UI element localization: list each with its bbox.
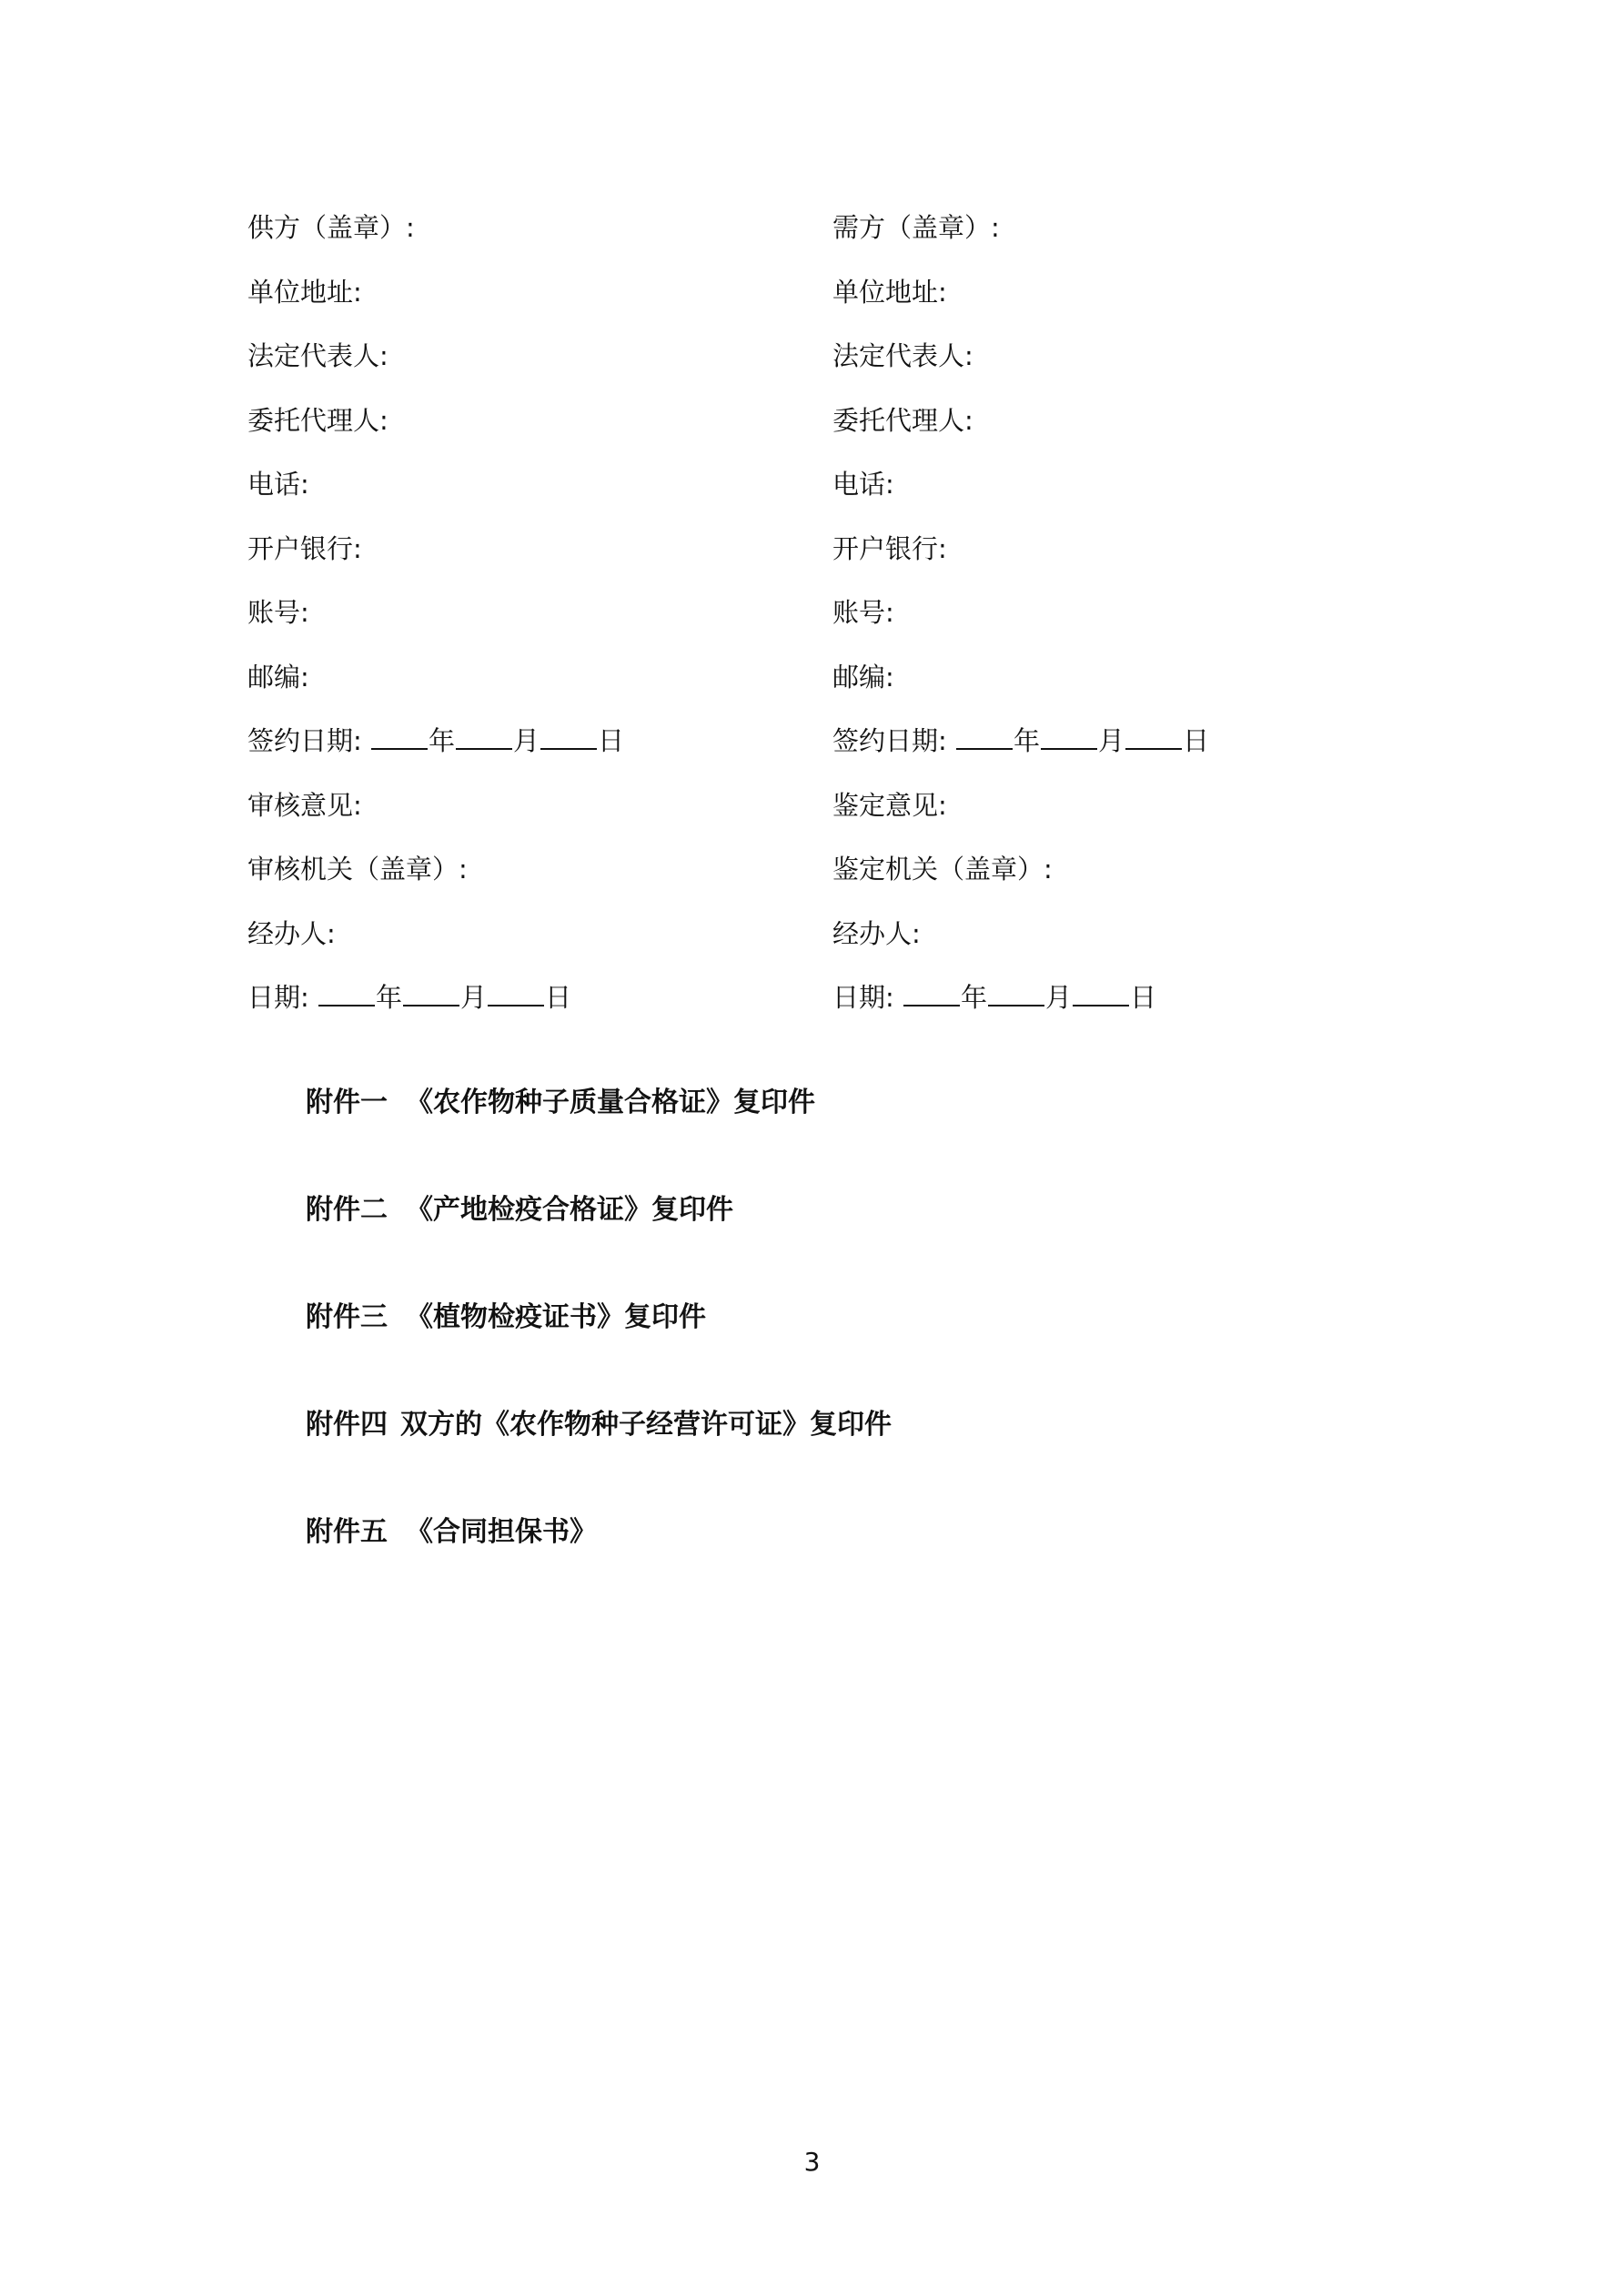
attachment-label: 附件一 (306, 1087, 388, 1118)
buyer-legal-rep-field: 法定代表人: (832, 340, 973, 371)
buyer-date-field (832, 979, 1397, 1044)
attachment-text: 《产地检疫合格证》复印件 (406, 1194, 733, 1226)
year-blank (956, 724, 1013, 750)
review-opinion-field: 审核意见: (247, 789, 362, 821)
buyer-sign-date-field (832, 723, 1397, 787)
day-unit: 日 (1183, 725, 1210, 756)
month-unit: 月 (1098, 725, 1125, 756)
year-unit: 年 (376, 982, 403, 1013)
buyer-phone-field: 电话: (832, 469, 894, 500)
month-blank (403, 981, 459, 1006)
month-unit: 月 (460, 982, 488, 1013)
supplier-phone-field: 电话: (247, 469, 309, 500)
supplier-postcode-field: 邮编: (247, 661, 309, 693)
attachments-list (306, 1085, 1397, 1622)
month-unit: 月 (513, 725, 540, 756)
buyer-address-field: 单位地址: (832, 276, 947, 308)
day-blank (540, 724, 597, 750)
buyer-column (832, 209, 1397, 1044)
attachment-label: 附件五 (306, 1516, 388, 1548)
attachment-text: 《农作物种子质量合格证》复印件 (406, 1087, 815, 1118)
month-blank (988, 981, 1044, 1006)
attachment-item (306, 1407, 1397, 1514)
attachment-item (306, 1300, 1397, 1407)
supplier-account-field: 账号: (247, 597, 309, 628)
supplier-date-field (247, 979, 812, 1044)
attachment-item (306, 1514, 1397, 1622)
buyer-account-field: 账号: (832, 597, 894, 628)
supplier-legal-rep-field: 法定代表人: (247, 340, 388, 371)
review-authority-field: 审核机关（盖章）: (247, 854, 468, 885)
buyer-bank-field: 开户银行: (832, 532, 947, 564)
buyer-seal-field: 需方（盖章）: (832, 212, 1000, 243)
supplier-sign-date-label: 签约日期: (247, 725, 362, 756)
month-unit: 月 (1045, 982, 1073, 1013)
page-number: 3 (803, 2147, 821, 2177)
supplier-column (247, 209, 812, 1044)
day-unit: 日 (598, 725, 625, 756)
supplier-bank-field: 开户银行: (247, 532, 362, 564)
supplier-address-field: 单位地址: (247, 276, 362, 308)
supplier-date-label: 日期: (247, 982, 309, 1013)
year-unit: 年 (961, 982, 988, 1013)
attachment-text: 《植物检疫证书》复印件 (406, 1301, 706, 1333)
day-blank (1073, 981, 1129, 1006)
attachment-item (306, 1085, 1397, 1192)
day-blank (1125, 724, 1182, 750)
day-unit: 日 (545, 982, 572, 1013)
appraisal-authority-field: 鉴定机关（盖章）: (832, 854, 1053, 885)
month-blank (1041, 724, 1097, 750)
day-blank (488, 981, 544, 1006)
supplier-sign-date-field (247, 723, 812, 787)
day-unit: 日 (1130, 982, 1157, 1013)
year-blank (371, 724, 428, 750)
month-blank (456, 724, 512, 750)
year-unit: 年 (429, 725, 456, 756)
supplier-handler-field: 经办人: (247, 917, 336, 949)
attachment-item (306, 1192, 1397, 1300)
attachment-label: 附件二 (306, 1194, 388, 1226)
year-blank (318, 981, 375, 1006)
supplier-seal-field: 供方（盖章）: (247, 212, 415, 243)
year-unit: 年 (1014, 725, 1041, 756)
supplier-agent-field: 委托代理人: (247, 404, 388, 436)
attachment-label: 附件三 (306, 1301, 388, 1333)
buyer-sign-date-label: 签约日期: (832, 725, 947, 756)
buyer-handler-field: 经办人: (832, 917, 921, 949)
buyer-postcode-field: 邮编: (832, 661, 894, 693)
attachment-label: 附件四 (306, 1409, 388, 1441)
buyer-date-label: 日期: (832, 982, 894, 1013)
appraisal-opinion-field: 鉴定意见: (832, 789, 947, 821)
attachment-text: 双方的《农作物种子经营许可证》复印件 (400, 1409, 892, 1441)
buyer-agent-field: 委托代理人: (832, 404, 973, 436)
attachment-text: 《合同担保书》 (406, 1516, 597, 1548)
year-blank (903, 981, 960, 1006)
